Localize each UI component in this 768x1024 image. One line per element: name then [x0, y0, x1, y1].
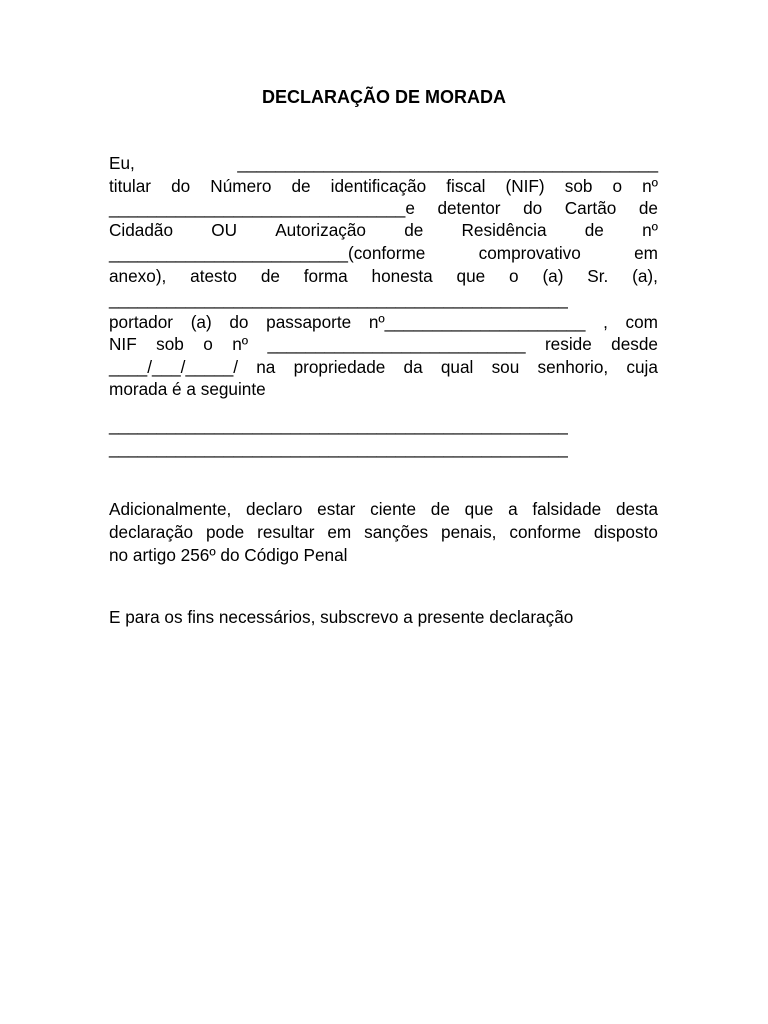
word: senhorio, — [537, 357, 609, 377]
paragraph2-line3: no artigo 256º do Código Penal — [109, 545, 348, 565]
word: desta — [615, 499, 658, 519]
word: do — [229, 312, 249, 332]
word: Cartão — [564, 198, 617, 218]
word: OU — [211, 220, 238, 240]
paragraph1-line10 — [109, 356, 658, 378]
word: sanções — [364, 522, 429, 542]
fill-blank-nif: _______________________________e — [109, 198, 415, 218]
word: identificação — [330, 176, 427, 196]
word: do — [523, 198, 543, 218]
fill-blank-resident-name: ________________________________________________ — [109, 289, 568, 309]
fill-blank-address-line2: ________________________________________________ — [109, 438, 568, 458]
word: portador — [109, 312, 174, 332]
word: pode — [205, 522, 245, 542]
paragraph1-line3 — [109, 197, 658, 219]
word: de — [260, 266, 280, 286]
fill-blank-passport: nº_____________________ — [368, 312, 586, 332]
word: nº — [232, 334, 249, 354]
word: desde — [611, 334, 658, 354]
word: conforme — [509, 522, 582, 542]
word: sob — [156, 334, 184, 354]
word: o — [203, 334, 213, 354]
document-title: DECLARAÇÃO DE MORADA — [262, 87, 506, 107]
word: (a) — [542, 266, 564, 286]
paragraph1-line8 — [109, 311, 658, 333]
word: detentor — [437, 198, 501, 218]
word: em — [327, 522, 352, 542]
word: honesta — [371, 266, 433, 286]
word: passaporte — [266, 312, 352, 332]
word: Autorização — [275, 220, 366, 240]
fill-blank-address-line1: ________________________________________________ — [109, 415, 568, 435]
word: declaro — [246, 499, 303, 519]
word: penais, — [441, 522, 497, 542]
word: atesto — [190, 266, 237, 286]
word: de — [291, 176, 311, 196]
word: nº — [642, 176, 658, 196]
word: (a) — [190, 312, 212, 332]
word: NIF — [109, 334, 137, 354]
word: Sr. — [587, 266, 609, 286]
word: resultar — [257, 522, 315, 542]
word: propriedade — [293, 357, 386, 377]
word: cuja — [626, 357, 658, 377]
word: anexo), — [109, 266, 167, 286]
word: Residência — [461, 220, 547, 240]
word: em — [634, 243, 658, 263]
word: estar — [317, 499, 356, 519]
word: que — [464, 499, 494, 519]
paragraph1-line2 — [109, 175, 658, 197]
word: declaração — [109, 522, 194, 542]
word: , — [603, 312, 608, 332]
word: da — [403, 357, 423, 377]
word: Cidadão — [109, 220, 174, 240]
word: forma — [303, 266, 348, 286]
paragraph2-line1 — [109, 498, 658, 520]
word: titular — [109, 176, 152, 196]
paragraph3-line1: E para os fins necessários, subscrevo a presente declaração — [109, 607, 574, 627]
word: de — [584, 220, 604, 240]
word: fiscal — [446, 176, 486, 196]
word: nº — [642, 220, 658, 240]
paragraph1-line11: morada é a seguinte — [109, 379, 266, 399]
word: o — [509, 266, 519, 286]
word: falsidade — [532, 499, 602, 519]
word: sob — [564, 176, 593, 196]
paragraph2-line2 — [109, 521, 658, 543]
paragraph1-line6 — [109, 265, 658, 287]
word: reside — [544, 334, 592, 354]
fill-blank-name: ____________________________________________ — [237, 153, 658, 173]
word: (a), — [632, 266, 658, 286]
word: qual — [440, 357, 474, 377]
word: Eu, — [109, 153, 135, 173]
fill-blank-resident-nif: ___________________________ — [267, 334, 526, 354]
word: a — [508, 499, 518, 519]
word: comprovativo — [478, 243, 581, 263]
paragraph1-line4 — [109, 219, 658, 241]
word: de — [430, 499, 450, 519]
fill-blank-date: ____/___/_____/ — [109, 357, 239, 377]
word: (NIF) — [505, 176, 545, 196]
word: na — [256, 357, 276, 377]
word: do — [171, 176, 191, 196]
word: de — [404, 220, 424, 240]
word: que — [456, 266, 486, 286]
paragraph1-line9 — [109, 333, 658, 355]
word: de — [638, 198, 658, 218]
word: com — [625, 312, 658, 332]
word: ciente — [370, 499, 417, 519]
word: Adicionalmente, — [109, 499, 232, 519]
paragraph1-line5 — [109, 242, 658, 264]
word: o — [612, 176, 623, 196]
word: sou — [491, 357, 520, 377]
fill-blank-document-number: _________________________(conforme — [109, 243, 426, 263]
word: Número — [210, 176, 272, 196]
word: disposto — [593, 522, 658, 542]
paragraph1-line1 — [109, 152, 658, 174]
